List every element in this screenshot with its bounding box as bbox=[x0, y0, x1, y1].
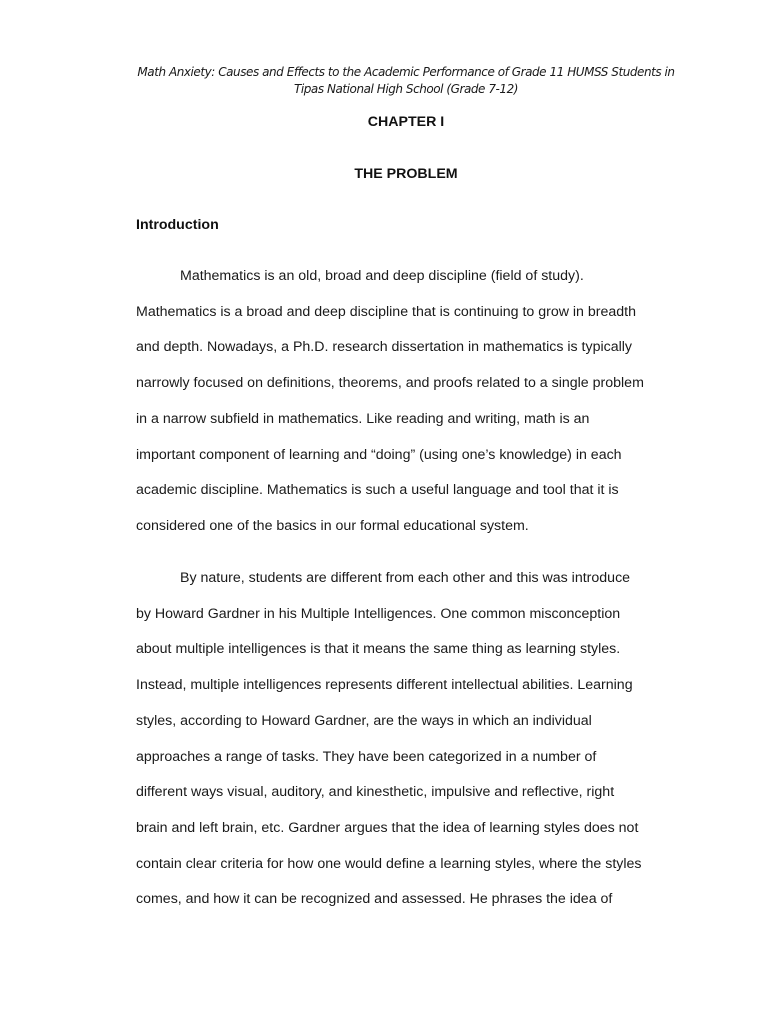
paragraph-line: important component of learning and “doing” (using one’s knowledge) in each bbox=[136, 446, 622, 463]
paragraph-line: contain clear criteria for how one would define a learning styles, where the styles bbox=[136, 855, 642, 872]
paragraph-line: in a narrow subfield in mathematics. Like reading and writing, math is an bbox=[136, 410, 590, 427]
paragraph-line: By nature, students are different from each other and this was introduce bbox=[180, 570, 631, 586]
section-heading: Introduction bbox=[136, 217, 219, 233]
paragraph-line: Instead, multiple intelligences represents different intellectual abilities. Learning bbox=[136, 677, 633, 694]
paragraph-line: Mathematics is an old, broad and deep discipline (field of study). bbox=[180, 268, 584, 284]
paragraph-line: academic discipline. Mathematics is such a useful language and tool that it is bbox=[136, 482, 619, 499]
paragraph-line: styles, according to Howard Gardner, are the ways in which an individual bbox=[136, 712, 592, 729]
chapter-title: THE PROBLEM bbox=[354, 166, 458, 182]
running-header bbox=[120, 64, 692, 98]
paragraph-line: approaches a range of tasks. They have been categorized in a number of bbox=[136, 748, 597, 765]
paragraph-line: Mathematics is a broad and deep discipline that is continuing to grow in breadth bbox=[136, 303, 637, 320]
running-header-line-2: Tipas National High School (Grade 7-12) bbox=[293, 82, 518, 96]
paragraph-2 bbox=[136, 561, 686, 918]
paragraph-1 bbox=[136, 259, 686, 545]
paragraph-line: and depth. Nowadays, a Ph.D. research dissertation in mathematics is typically bbox=[136, 339, 633, 356]
running-header-line-1: Math Anxiety: Causes and Effects to the Academic Performance of Grade 11 HUMSS Students in bbox=[137, 65, 675, 79]
paragraph-line: by Howard Gardner in his Multiple Intelligences. One common misconception bbox=[136, 605, 621, 622]
paragraph-line: comes, and how it can be recognized and assessed. He phrases the idea of bbox=[136, 891, 613, 908]
paragraph-line: about multiple intelligences is that it means the same thing as learning styles. bbox=[136, 641, 621, 658]
paragraph-line: brain and left brain, etc. Gardner argues that the idea of learning styles does not bbox=[136, 819, 639, 836]
paragraph-line: different ways visual, auditory, and kinesthetic, impulsive and reflective, right bbox=[136, 784, 615, 801]
paragraph-line: considered one of the basics in our formal educational system. bbox=[136, 517, 529, 534]
chapter-number: CHAPTER I bbox=[367, 114, 445, 130]
paragraph-line: narrowly focused on definitions, theorems, and proofs related to a single problem bbox=[136, 375, 644, 392]
